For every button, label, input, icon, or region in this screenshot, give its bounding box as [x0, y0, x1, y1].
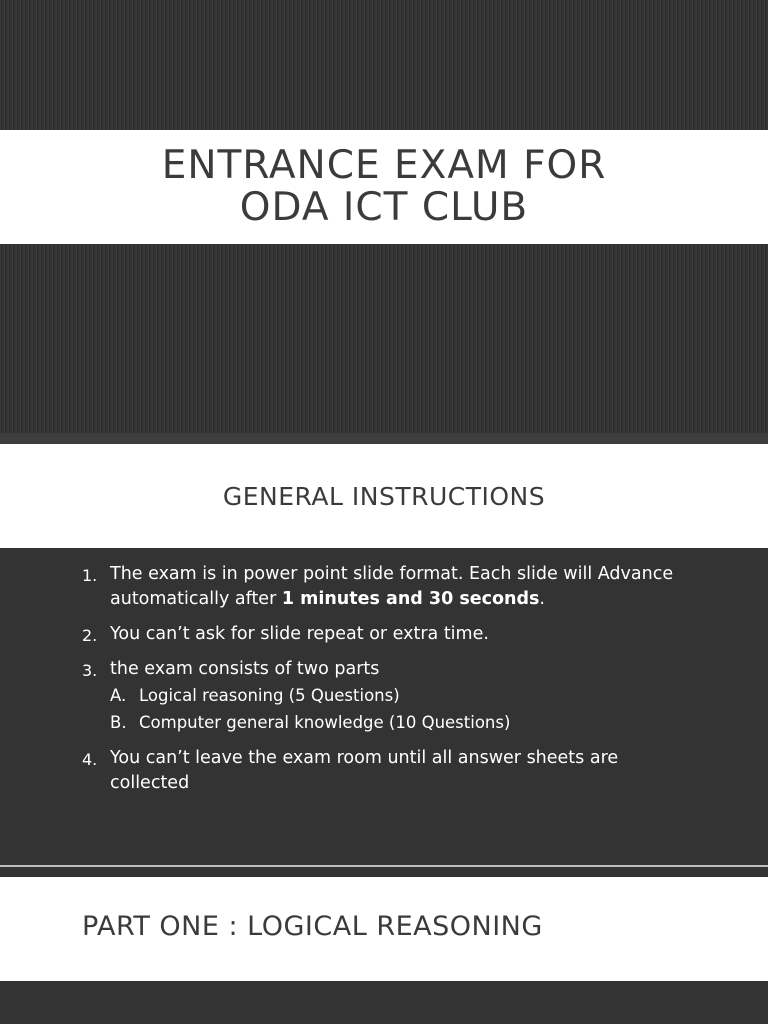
list-item: [82, 562, 682, 612]
item-text-end: .: [539, 589, 545, 609]
sub-item-text: Computer general knowledge (10 Questions): [139, 713, 511, 732]
list-number: 3.: [82, 661, 98, 680]
title-slide: [0, 0, 768, 433]
item-bold-text: 1 minutes and 30 seconds: [281, 589, 540, 609]
part-one-title: PART ONE : LOGICAL REASONING: [82, 911, 543, 942]
slide-separator: [0, 433, 768, 444]
list-number: 2.: [82, 626, 98, 645]
instructions-list: [82, 562, 682, 806]
part-one-header: [0, 877, 768, 981]
instructions-title: GENERAL INSTRUCTIONS: [222, 481, 546, 511]
item-text: You can’t leave the exam room until all answer sheets are collected: [110, 748, 619, 793]
sub-list-item: [110, 709, 682, 736]
sub-list-letter: B.: [110, 713, 127, 732]
sub-list-letter: A.: [110, 686, 127, 705]
item-text: The exam is in power point slide format. Each slide will Advance automatically after: [110, 564, 674, 609]
slide-separator: [0, 867, 768, 877]
item-text: the exam consists of two parts: [110, 659, 380, 679]
list-item: [82, 746, 682, 796]
list-number: 4.: [82, 750, 98, 769]
list-item: [82, 622, 682, 647]
slide-title: ENTRANCE EXAM FOR ODA ICT CLUB: [161, 143, 607, 230]
sub-item-text: Logical reasoning (5 Questions): [139, 686, 400, 705]
sub-list: [110, 682, 682, 736]
title-band: [0, 130, 768, 244]
item-text: You can’t ask for slide repeat or extra time.: [110, 624, 489, 644]
part-one-body: [0, 981, 768, 1024]
instructions-header: [0, 444, 768, 548]
list-item: [82, 657, 682, 736]
sub-list-item: [110, 682, 682, 709]
instructions-body: [0, 548, 768, 865]
list-number: 1.: [82, 566, 98, 585]
